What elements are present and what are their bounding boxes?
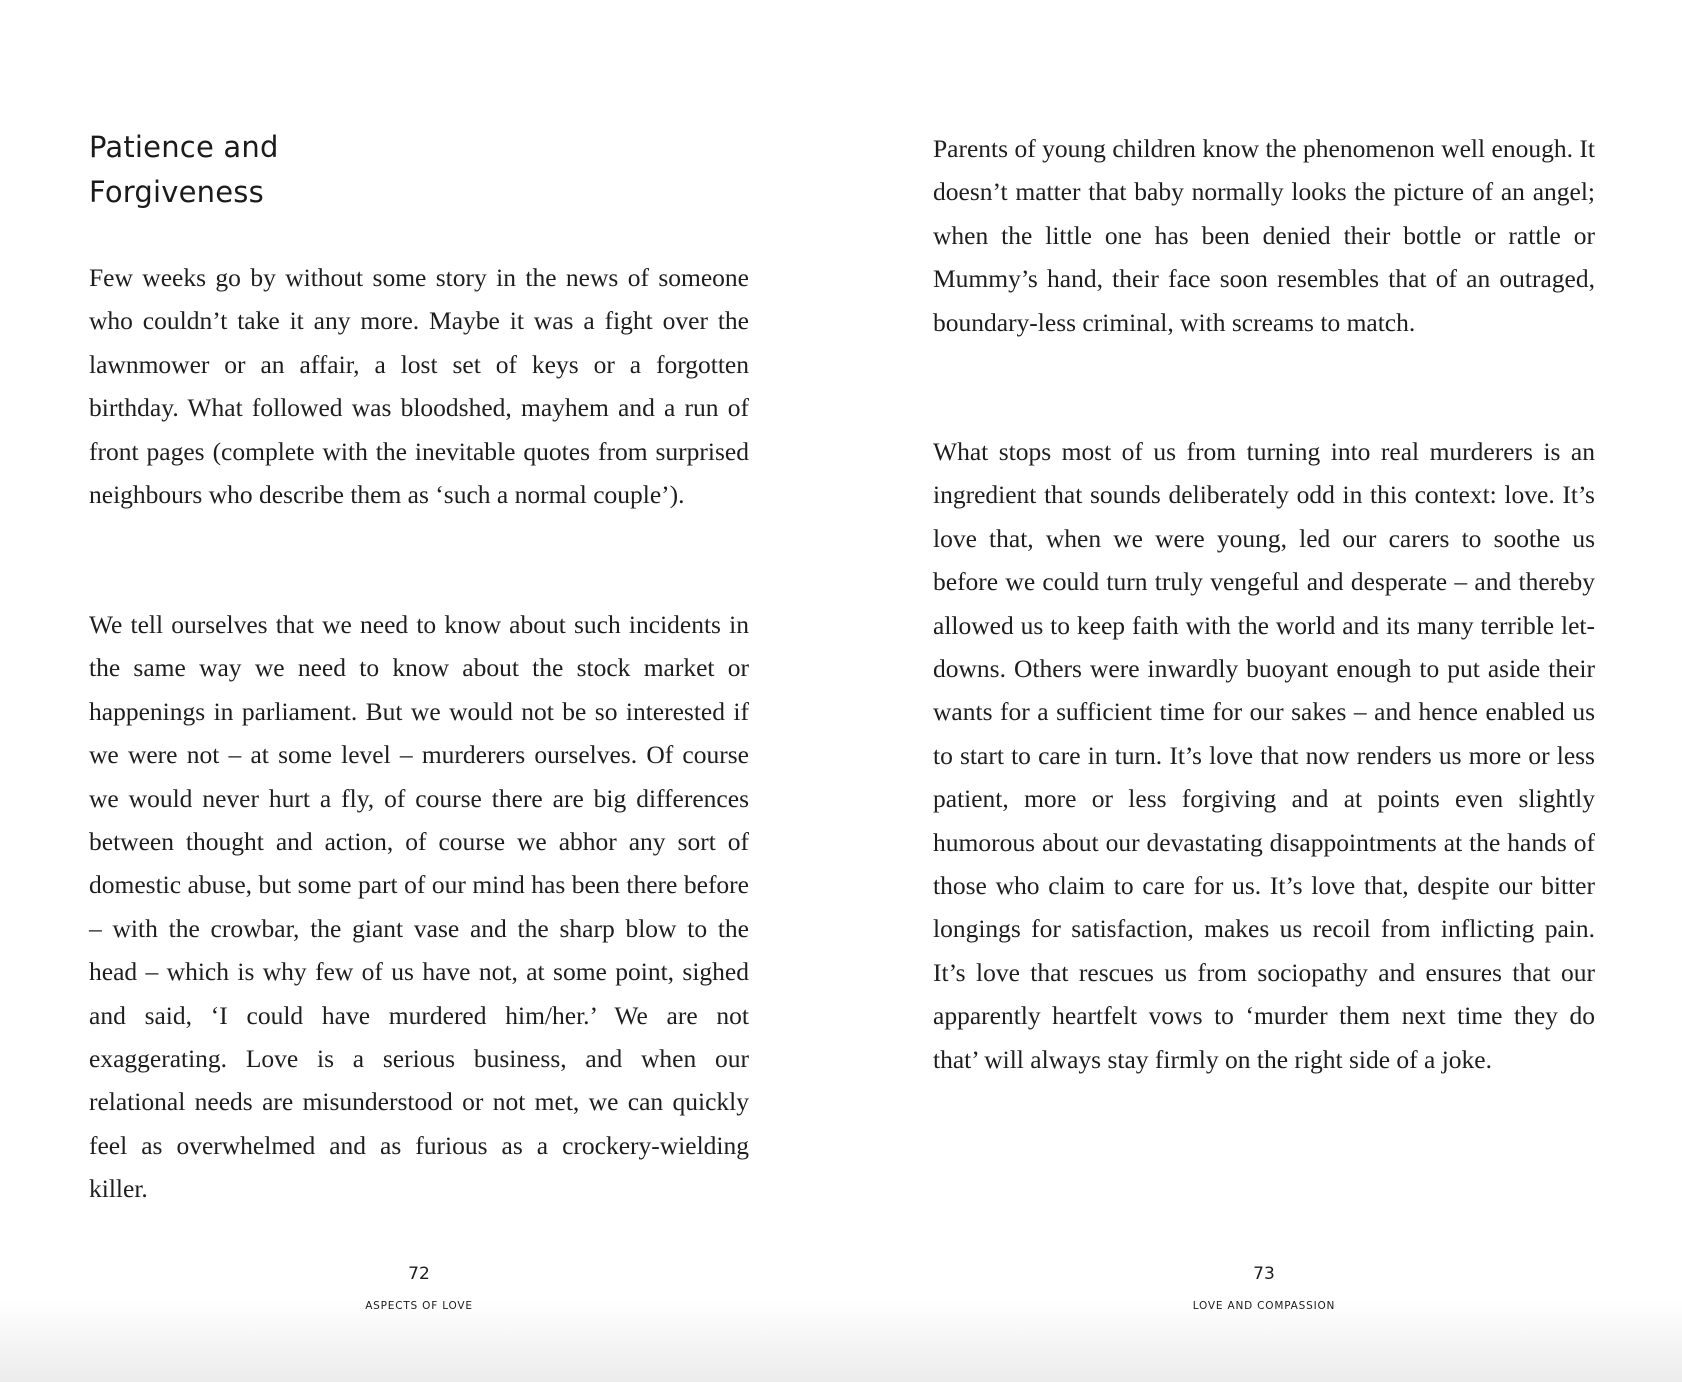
- left-page: [89, 0, 749, 1382]
- running-foot-right: LOVE AND COMPASSION: [1192, 1300, 1336, 1312]
- chapter-title-line-1: Patience and: [89, 130, 279, 164]
- right-paragraph-2: What stops most of us from turning into real murderers is an ingredient that sounds deliberately odd in this context: love. It’s love that, when we were young, led our carers to soothe us before we could turn truly vengeful and desperate – and thereby allowed us to keep faith with the world and its many terrible let-downs. Others were inwardly buoyant enough to put aside their wants for a sufficient time for our sakes – and hence enabled us to start to care in turn. It’s love that now renders us more or less patient, more or less forgiving and at points even slightly humorous about our devastating disappointments at the hands of those who claim to care for us. It’s love that, despite our bitter longings for satisfaction, makes us recoil from inflicting pain. It’s love that rescues us from sociopathy and ensures that our apparently heartfelt vows to ‘murder them next time they do that’ will always stay firmly on the right side of a joke.: [933, 437, 1595, 1074]
- page-number-right: 73: [1253, 1264, 1275, 1284]
- chapter-title-line-2: Forgiveness: [89, 175, 264, 209]
- right-paragraph-1: Parents of young children know the phenomenon well enough. It doesn’t matter that baby normally looks the picture of an angel; when the little one has been denied their bottle or rattle or Mummy’s hand, their face soon resembles that of an outraged, boundary-less criminal, with screams to match.: [933, 134, 1595, 337]
- left-paragraph-1: Few weeks go by without some story in the news of someone who couldn’t take it any more. Maybe it was a fight over the lawnmower or an affair, a lost set of keys or a forgotten birthday. What followed was bloodshed, mayhem and a run of front pages (complete with the inevitable quotes from surprised neighbours who describe them as ‘such a normal couple’).: [89, 263, 749, 510]
- chapter-title: [89, 125, 279, 215]
- right-page: [933, 0, 1595, 1382]
- page-number-left: 72: [408, 1264, 430, 1284]
- left-paragraph-2: We tell ourselves that we need to know about such incidents in the same way we need to know about the stock market or happenings in parliament. But we would not be so interested if we were not – at some level – murderers ourselves. Of course we would never hurt a fly, of course there are big differences between thought and action, of course we abhor any sort of domestic abuse, but some part of our mind has been there before – with the crowbar, the giant vase and the sharp blow to the head – which is why few of us have not, at some point, sighed and said, ‘I could have murdered him/her.’ We are not exaggerating. Love is a serious business, and when our relational needs are misunderstood or not met, we can quickly feel as overwhelmed and as furious as a crockery-wielding killer.: [89, 610, 749, 1204]
- running-foot-left: ASPECTS OF LOVE: [365, 1300, 473, 1312]
